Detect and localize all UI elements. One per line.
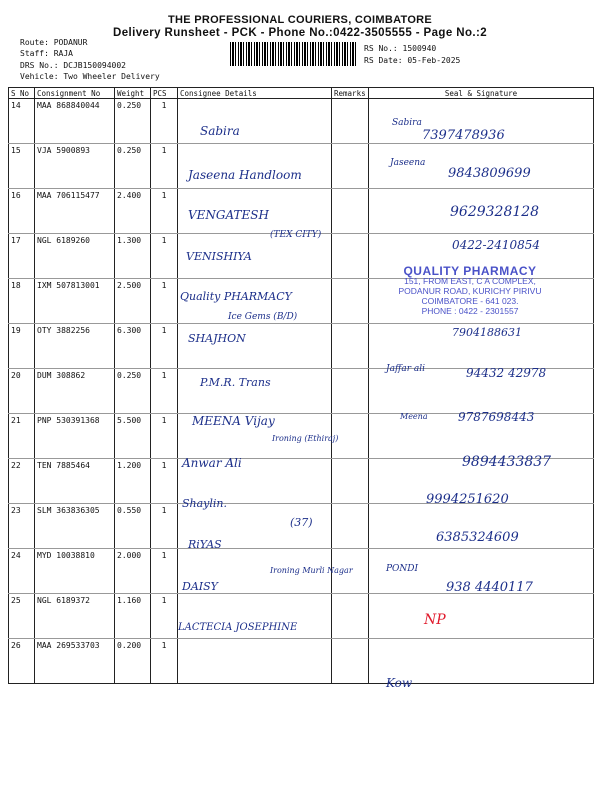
sno-cell: 18 [9,279,35,324]
company-title: THE PROFESSIONAL COURIERS, COIMBATORE [167,14,433,26]
consignee-name: VENGATESH [188,208,269,222]
consignee-name: VENISHIYA [186,250,252,263]
table-row [9,594,594,639]
col-header-consignee: Consignee Details [178,88,332,99]
pcs-cell: 1 [151,234,178,279]
signature-phone: 7397478936 [422,128,505,143]
consignee-name: Sabira [200,124,240,138]
vehicle-label: Vehicle: Two Wheeler Delivery [20,72,160,81]
pcs-cell: 1 [151,324,178,369]
consignment-cell: VJA 5900893 [35,144,115,189]
consignment-cell: OTY 3882256 [35,324,115,369]
signature-name: PONDI [386,564,419,574]
consignment-cell: MAA 269533703 [35,639,115,684]
signature-phone: 9787698443 [458,410,535,424]
col-header-sno: S No [9,88,35,99]
signature-name: Sabira [392,118,422,128]
signature-name: Meena [400,412,428,421]
pcs-cell: 1 [151,549,178,594]
col-header-signature: Seal & Signature [369,88,594,99]
pcs-cell: 1 [151,594,178,639]
pcs-cell: 1 [151,144,178,189]
sno-cell: 14 [9,99,35,144]
table-header-row [9,88,594,99]
route-label: Route: PODANUR [20,38,88,47]
consignee-name: Jaseena Handloom [188,168,302,182]
signature-phone: 9843809699 [448,166,531,181]
consignee-name: SHAJHON [188,332,246,345]
weight-cell: 6.300 [115,324,151,369]
remarks-cell [332,324,369,369]
signature-phone: 0422-2410854 [452,238,541,252]
sno-cell: 23 [9,504,35,549]
remarks-cell [332,144,369,189]
sno-cell: 26 [9,639,35,684]
signature-phone: 9894433837 [462,454,552,470]
sno-cell: 17 [9,234,35,279]
remarks-cell [332,504,369,549]
signature-cell [369,594,594,639]
weight-cell: 2.400 [115,189,151,234]
consignment-cell: MAA 868840044 [35,99,115,144]
consignment-cell: SLM 363836305 [35,504,115,549]
sno-cell: 20 [9,369,35,414]
consignment-cell: IXM 507813001 [35,279,115,324]
consignee-note: Ironing (Ethiraj) [272,434,339,443]
consignee-name: LACTECIA JOSEPHINE [178,622,298,633]
weight-cell: 1.300 [115,234,151,279]
consignee-name: Quality PHARMACY [180,290,292,303]
signature-phone: 7904188631 [452,326,522,339]
consignee-note: (TEX CITY) [270,230,322,240]
rs-number: RS No.: 1500940 [364,44,437,53]
footer-initials: Kow [386,676,413,690]
consignment-cell: MYD 10038810 [35,549,115,594]
stamp-address-2: PODANUR ROAD, KURICHY PIRIVU [398,286,542,296]
signature-name: Jaseena [390,158,426,168]
sno-cell: 22 [9,459,35,504]
rs-date: RS Date: 05-Feb-2025 [364,56,461,65]
consignment-cell: PNP 530391368 [35,414,115,459]
consignee-name: P.M.R. Trans [200,376,271,389]
remarks-cell [332,99,369,144]
signature-phone: 9994251620 [426,492,509,507]
sno-cell: 16 [9,189,35,234]
col-header-weight: Weight [115,88,151,99]
sno-cell: 21 [9,414,35,459]
consignee-name: DAISY [182,580,218,593]
signature-not-present: NP [424,612,446,628]
pharmacy-stamp [390,266,550,316]
signature-phone: 94432 42978 [466,366,547,380]
pcs-cell: 1 [151,639,178,684]
remarks-cell [332,189,369,234]
barcode [230,42,358,66]
staff-label: Staff: RAJA [20,49,73,58]
consignee-name: RiYAS [188,538,222,551]
remarks-cell [332,459,369,504]
stamp-address-1: 151, FROM EAST, C A COMPLEX, [404,276,536,286]
consignment-cell: TEN 7885464 [35,459,115,504]
pcs-cell: 1 [151,369,178,414]
weight-cell: 0.200 [115,639,151,684]
consignee-note: Ironing Murli Nagar [270,566,353,575]
consignee-cell [178,639,332,684]
stamp-phone: PHONE : 0422 - 2301557 [421,306,519,316]
weight-cell: 2.000 [115,549,151,594]
weight-cell: 0.250 [115,99,151,144]
consignment-cell: DUM 308862 [35,369,115,414]
weight-cell: 5.500 [115,414,151,459]
sno-cell: 19 [9,324,35,369]
weight-cell: 0.550 [115,504,151,549]
weight-cell: 1.200 [115,459,151,504]
signature-phone: 6385324609 [436,530,519,545]
consignment-cell: MAA 706115477 [35,189,115,234]
pcs-cell: 1 [151,459,178,504]
weight-cell: 1.160 [115,594,151,639]
consignee-name: Shaylin. [182,497,228,510]
consignment-cell: NGL 6189260 [35,234,115,279]
table-row [9,99,594,144]
pcs-cell: 1 [151,279,178,324]
remarks-cell [332,234,369,279]
runsheet-subtitle: Delivery Runsheet - PCK - Phone No.:0422-3505555 - Page No.:2 [113,27,487,39]
remarks-cell [332,369,369,414]
remarks-cell [332,594,369,639]
remarks-cell [332,279,369,324]
weight-cell: 0.250 [115,369,151,414]
col-header-remarks: Remarks [332,88,369,99]
sno-cell: 25 [9,594,35,639]
stamp-address-3: COIMBATORE - 641 023. [421,296,519,306]
consignee-name: MEENA Vijay [192,414,275,428]
weight-cell: 0.250 [115,144,151,189]
weight-cell: 2.500 [115,279,151,324]
consignee-note: (37) [290,516,313,529]
consignee-cell [178,324,332,369]
remarks-cell [332,639,369,684]
table-row [9,639,594,684]
col-header-consignment: Consignment No [35,88,115,99]
sno-cell: 24 [9,549,35,594]
pcs-cell: 1 [151,99,178,144]
pcs-cell: 1 [151,414,178,459]
consignee-note: Ice Gems (B/D) [228,312,298,322]
sno-cell: 15 [9,144,35,189]
signature-name: Jaffar ali [386,364,426,374]
consignee-name: Anwar Ali [182,456,242,470]
pcs-cell: 1 [151,504,178,549]
consignment-cell: NGL 6189372 [35,594,115,639]
drs-number: DRS No.: DCJB150094002 [20,61,126,70]
col-header-pcs: PCS [151,88,178,99]
stamp-name: QUALITY PHARMACY [403,264,537,278]
signature-phone: 9629328128 [450,204,540,220]
signature-phone: 938 4440117 [446,580,533,595]
pcs-cell: 1 [151,189,178,234]
